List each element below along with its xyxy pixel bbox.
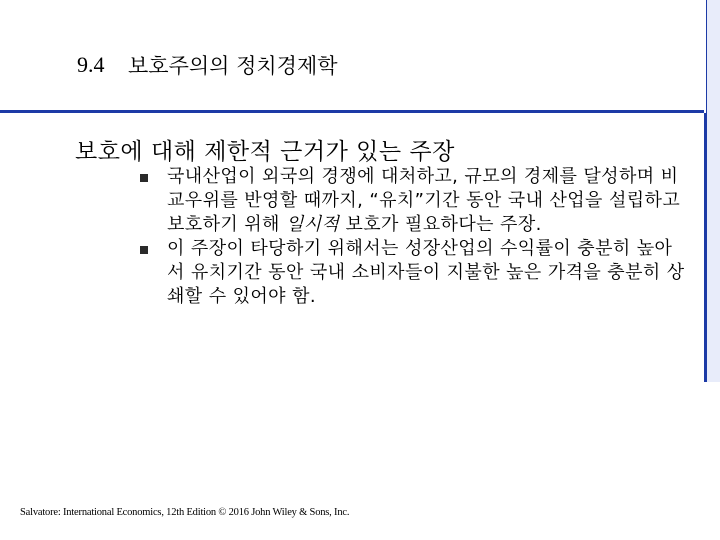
bullet-1-emphasis: 일시적 [285, 214, 340, 235]
bullet-list [140, 165, 688, 309]
bullet-item-1 [140, 165, 688, 237]
section-number: 9.4 [77, 52, 105, 77]
square-bullet-icon [140, 246, 148, 254]
bullet-1-text-end: 보호가 필요하다는 주장. [339, 214, 542, 235]
square-bullet-icon [140, 174, 148, 182]
bullet-2-text: 이 주장이 타당하기 위해서는 성장산업의 수익률이 충분히 높아서 유치기간 동안 국내 소비자들이 지불한 높은 가격을 충분히 상쇄할 수 있어야 함. [167, 238, 685, 307]
title-underline-rule [0, 110, 704, 113]
right-accent-shade [707, 0, 720, 382]
footer-citation: Salvatore: International Economics, 12th Edition © 2016 John Wiley & Sons, Inc. [20, 507, 350, 518]
bullet-item-2 [140, 237, 688, 309]
section-title: 보호주의의 정치경제학 [128, 54, 338, 78]
bullet-1-text: 국내산업이 외국의 경쟁에 대처하고, 규모의 경제를 달성하며 비교우위를 반영할 때까지, “유치”기간 동안 국내 산업을 설립하고 보호하기 위해 [167, 166, 681, 235]
slide-title-bar [0, 0, 706, 113]
slide-heading: 보호에 대해 제한적 근거가 있는 주장 [75, 139, 455, 165]
